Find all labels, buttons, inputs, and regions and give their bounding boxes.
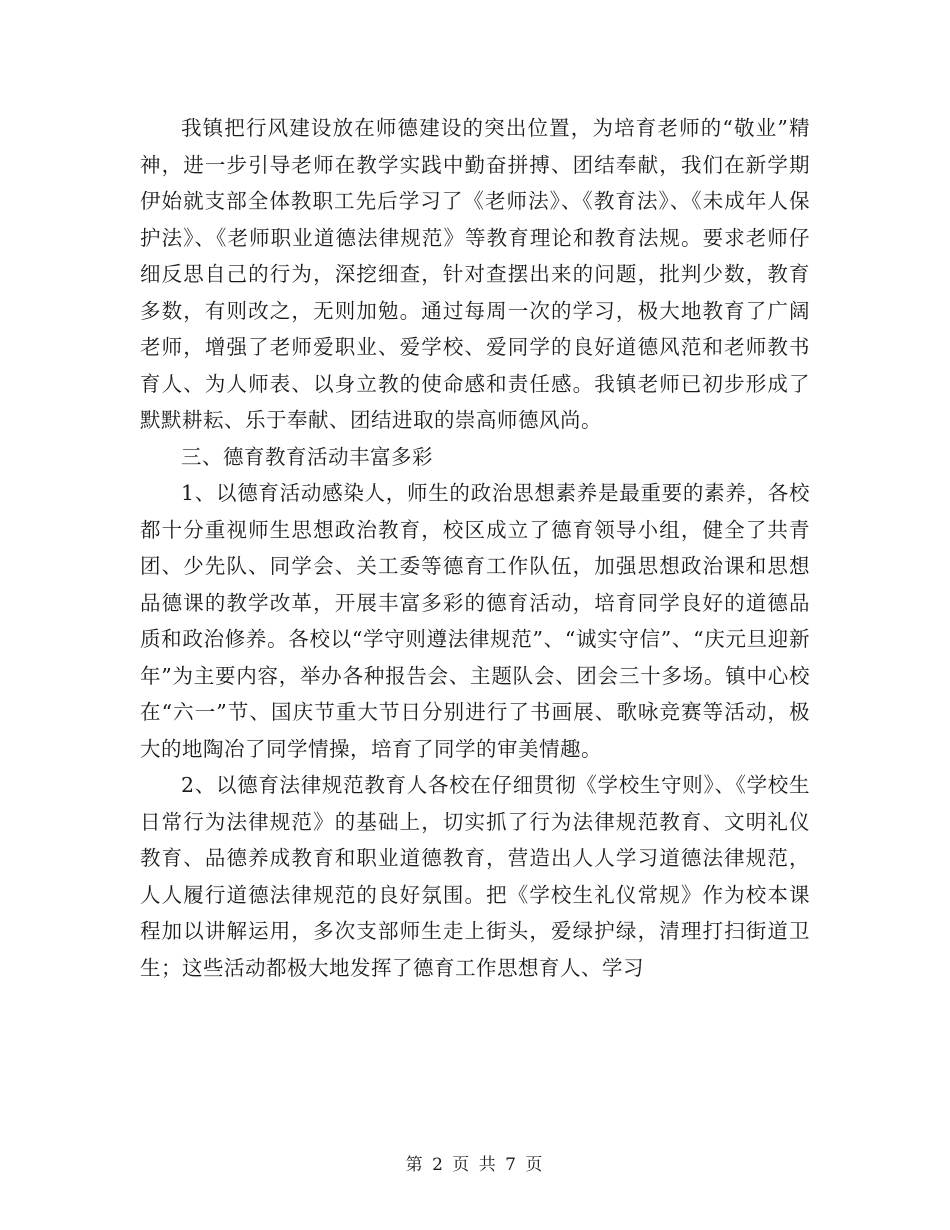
section-heading-moral-education: 三、德育教育活动丰富多彩 bbox=[181, 444, 433, 469]
paragraph-moral-activities: 1、以德育活动感染人，师生的政治思想素养是最重要的素养，各校都十分重视师生思想政治教育，校区成立了德育领导小组，健全了共青团、少先队、同学会、关工委等德育工作队伍，加强思想政治课和思想品德课的教学改革，开展丰富多彩的德育活动，培育同学良好的道德品质和政治修养。各校以“学守则遵法律规范”、“诚实守信”、“庆元旦迎新年”为主要内容，举办各种报告会、主题队会、团会三十多场。镇中心校在“六一”节、国庆节重大节日分别进行了书画展、歌咏竞赛等活动，极大的地陶冶了同学情操，培育了同学的审美情趣。 bbox=[140, 481, 810, 761]
paragraph-teacher-ethics: 我镇把行风建设放在师德建设的突出位置，为培育老师的“敬业”精神，进一步引导老师在教学实践中勤奋拼搏、团结奉献，我们在新学期伊始就支部全体教职工先后学习了《老师法》、《教育法》、《未成年人保护法》、《老师职业道德法律规范》等教育理论和教育法规。要求老师仔细反思自己的行为，深挖细查，针对查摆出来的问题，批判少数，教育多数，有则改之，无则加勉。通过每周一次的学习，极大地教育了广阔老师，增强了老师爱职业、爱学校、爱同学的良好道德风范和老师教书育人、为人师表、以身立教的使命感和责任感。我镇老师已初步形成了默默耕耘、乐于奉献、团结进取的崇高师德风尚。 bbox=[140, 116, 810, 432]
paragraph-moral-norms: 2、以德育法律规范教育人各校在仔细贯彻《学校生守则》、《学校生日常行为法律规范》的基础上，切实抓了行为法律规范教育、文明礼仪教育、品德养成教育和职业道德教育，营造出人人学习道德法律规范，人人履行道德法律规范的良好氛围。把《学校生礼仪常规》作为校本课程加以讲解运用，多次支部师生走上街头，爱绿护绿，清理打扫街道卫生；这些活动都极大地发挥了德育工作思想育人、学习 bbox=[140, 773, 810, 980]
document-body bbox=[140, 110, 810, 986]
page-number-footer: 第 2 页 共 7 页 bbox=[405, 1155, 545, 1175]
